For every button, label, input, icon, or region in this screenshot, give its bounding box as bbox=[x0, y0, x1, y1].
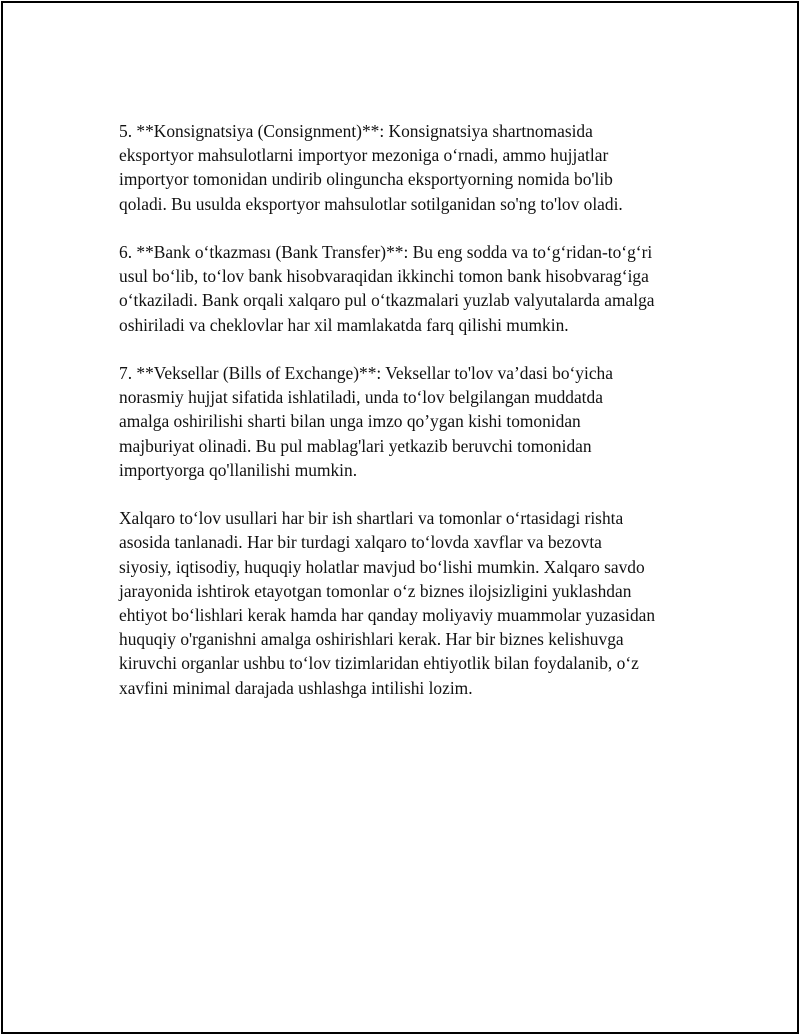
text-line: kiruvchi organlar ushbu to‘lov tizimlaridan ehtiyotlik bilan foydalanib, o‘z bbox=[119, 653, 639, 674]
text-line: amalga oshirilishi sharti bilan unga imzo qo’ygan kishi tomonidan bbox=[119, 411, 581, 432]
text-line: majburiyat olinadi. Bu pul mablag'lari yetkazib beruvchi tomonidan bbox=[119, 435, 592, 456]
text-line: norasmiy hujjat sifatida ishlatiladi, unda to‘lov belgilangan muddatda bbox=[119, 387, 603, 408]
text-line: huquqiy o'rganishni amalga oshirishlari kerak. Har bir biznes kelishuvga bbox=[119, 629, 624, 650]
text-line: 5. **Konsignatsiya (Consignment)**: Konsignatsiya shartnomasida bbox=[119, 121, 593, 141]
document-body bbox=[119, 119, 699, 724]
document-page bbox=[1, 1, 799, 1034]
text-line: qoladi. Bu usulda eksportyor mahsulotlar sotilganidan so'ng to'lov oladi. bbox=[119, 193, 623, 214]
text-line: xavfini minimal darajada ushlashga intilishi lozim. bbox=[119, 677, 473, 698]
text-line: oshiriladi va cheklovlar har xil mamlakatda farq qilishi mumkin. bbox=[119, 314, 569, 335]
text-line: o‘tkaziladi. Bank orqali xalqaro pul o‘tkazmalari yuzlab valyutalarda amalga bbox=[119, 290, 655, 311]
paragraph-bank-transfer bbox=[119, 240, 699, 337]
paragraph-bills-of-exchange bbox=[119, 361, 699, 482]
text-line: 6. **Bank o‘tkazması (Bank Transfer)**: Bu eng sodda va to‘g‘ridan-to‘g‘ri bbox=[119, 242, 653, 262]
text-line: siyosiy, iqtisodiy, huquqiy holatlar mavjud bo‘lishi mumkin. Xalqaro savdo bbox=[119, 556, 645, 577]
text-line: asosida tanlanadi. Har bir turdagi xalqaro to‘lovda xavflar va bezovta bbox=[119, 532, 602, 553]
text-line: importyor tomonidan undirib olinguncha eksportyorning nomida bo'lib bbox=[119, 169, 613, 190]
paragraph-consignment bbox=[119, 119, 699, 216]
text-line: ehtiyot bo‘lishlari kerak hamda har qanday moliyaviy muammolar yuzasidan bbox=[119, 605, 656, 626]
text-line: eksportyor mahsulotlarni importyor mezoniga o‘rnadi, ammo hujjatlar bbox=[119, 145, 609, 166]
text-line: 7. **Veksellar (Bills of Exchange)**: Veksellar to'lov va’dasi bo‘yicha bbox=[119, 363, 613, 383]
text-line: usul bo‘lib, to‘lov bank hisobvaraqidan ikkinchi tomon bank hisobvarag‘iga bbox=[119, 266, 649, 287]
text-line: importyorga qo'llanilishi mumkin. bbox=[119, 459, 358, 480]
text-line: Xalqaro to‘lov usullari har bir ish shartlari va tomonlar o‘rtasidagi rishta bbox=[119, 508, 624, 529]
paragraph-conclusion bbox=[119, 506, 699, 700]
text-line: jarayonida ishtirok etayotgan tomonlar o‘z biznes ilojsizligini yuklashdan bbox=[119, 580, 632, 601]
